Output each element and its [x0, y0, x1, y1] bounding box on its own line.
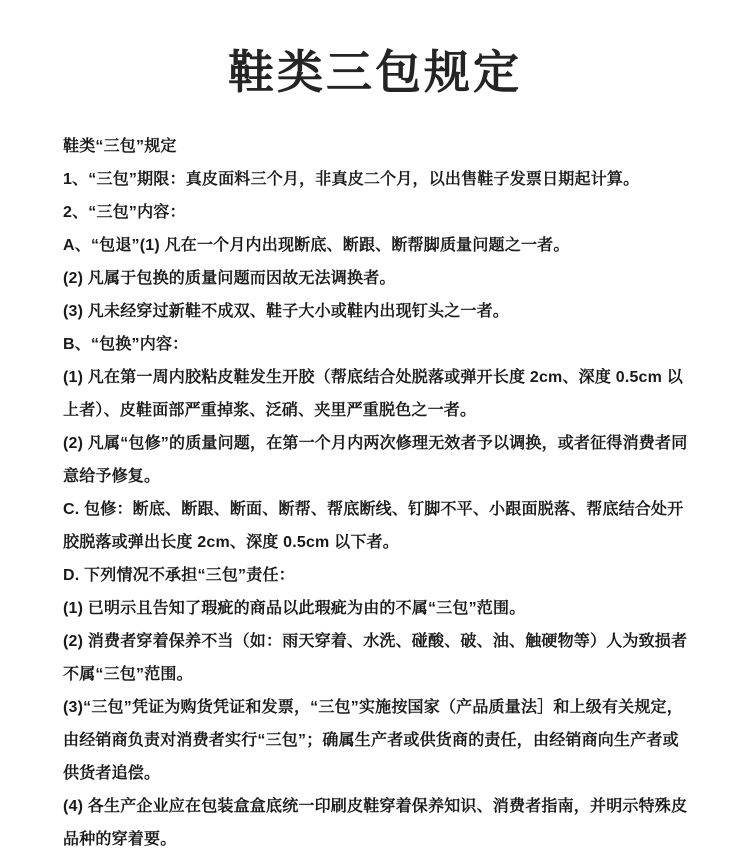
policy-paragraph: 1、“三包”期限：真皮面料三个月，非真皮二个月，以出售鞋子发票日期起计算。	[63, 170, 640, 188]
three-guarantee-policy-document	[0, 31, 750, 848]
policy-paragraph: D. 下列情况不承担“三包”责任：	[63, 566, 295, 584]
policy-paragraph: A、“包退”(1) 凡在一个月内出现断底、断跟、断帮脚质量问题之一者。	[63, 236, 570, 254]
page-title: 鞋类三包规定	[228, 45, 522, 98]
policy-paragraph: (1) 已明示且告知了瑕疵的商品以此瑕疵为由的不属“三包”范围。	[63, 599, 526, 617]
policy-paragraph: (4) 各生产企业应在包装盒盒底统一印刷皮鞋穿着保养知识、消费者指南，并明示特殊皮品种的穿着要。	[63, 797, 688, 848]
policy-paragraph: (1) 凡在第一周内胶粘皮鞋发生开胶（帮底结合处脱落或弹开长度 2cm、深度 0.5cm 以上者）、皮鞋面部严重掉浆、泛硝、夹里严重脱色之一者。	[63, 368, 683, 419]
policy-text-body	[63, 130, 689, 856]
policy-subtitle: 鞋类“三包”规定	[63, 137, 177, 155]
policy-paragraph: C. 包修：断底、断跟、断面、断帮、帮底断线、钉脚不平、小跟面脱落、帮底结合处开胶脱落或弹出长度 2cm、深度 0.5cm 以下者。	[63, 500, 684, 551]
policy-paragraph: (2) 凡属“包修”的质量问题，在第一个月内两次修理无效者予以调换，或者征得消费者同意给予修复。	[63, 434, 688, 485]
policy-paragraph: B、“包换”内容：	[63, 335, 189, 353]
policy-paragraph: (2) 消费者穿着保养不当（如：雨天穿着、水洗、碰酸、破、油、触硬物等）人为致损者不属“三包”范围。	[63, 632, 688, 683]
policy-paragraph: (3)“三包”凭证为购货凭证和发票，“三包”实施按国家（产品质量法］和上级有关规定，由经销商负责对消费者实行“三包”；确属生产者或供货商的责任，由经销商向生产者或供货者追偿。	[63, 698, 683, 782]
policy-paragraph: 2、“三包”内容：	[63, 203, 186, 221]
policy-paragraph: (3) 凡未经穿过新鞋不成双、鞋子大小或鞋内出现钉头之一者。	[63, 302, 510, 320]
policy-paragraph: (2) 凡属于包换的质量问题而因故无法调换者。	[63, 269, 396, 287]
